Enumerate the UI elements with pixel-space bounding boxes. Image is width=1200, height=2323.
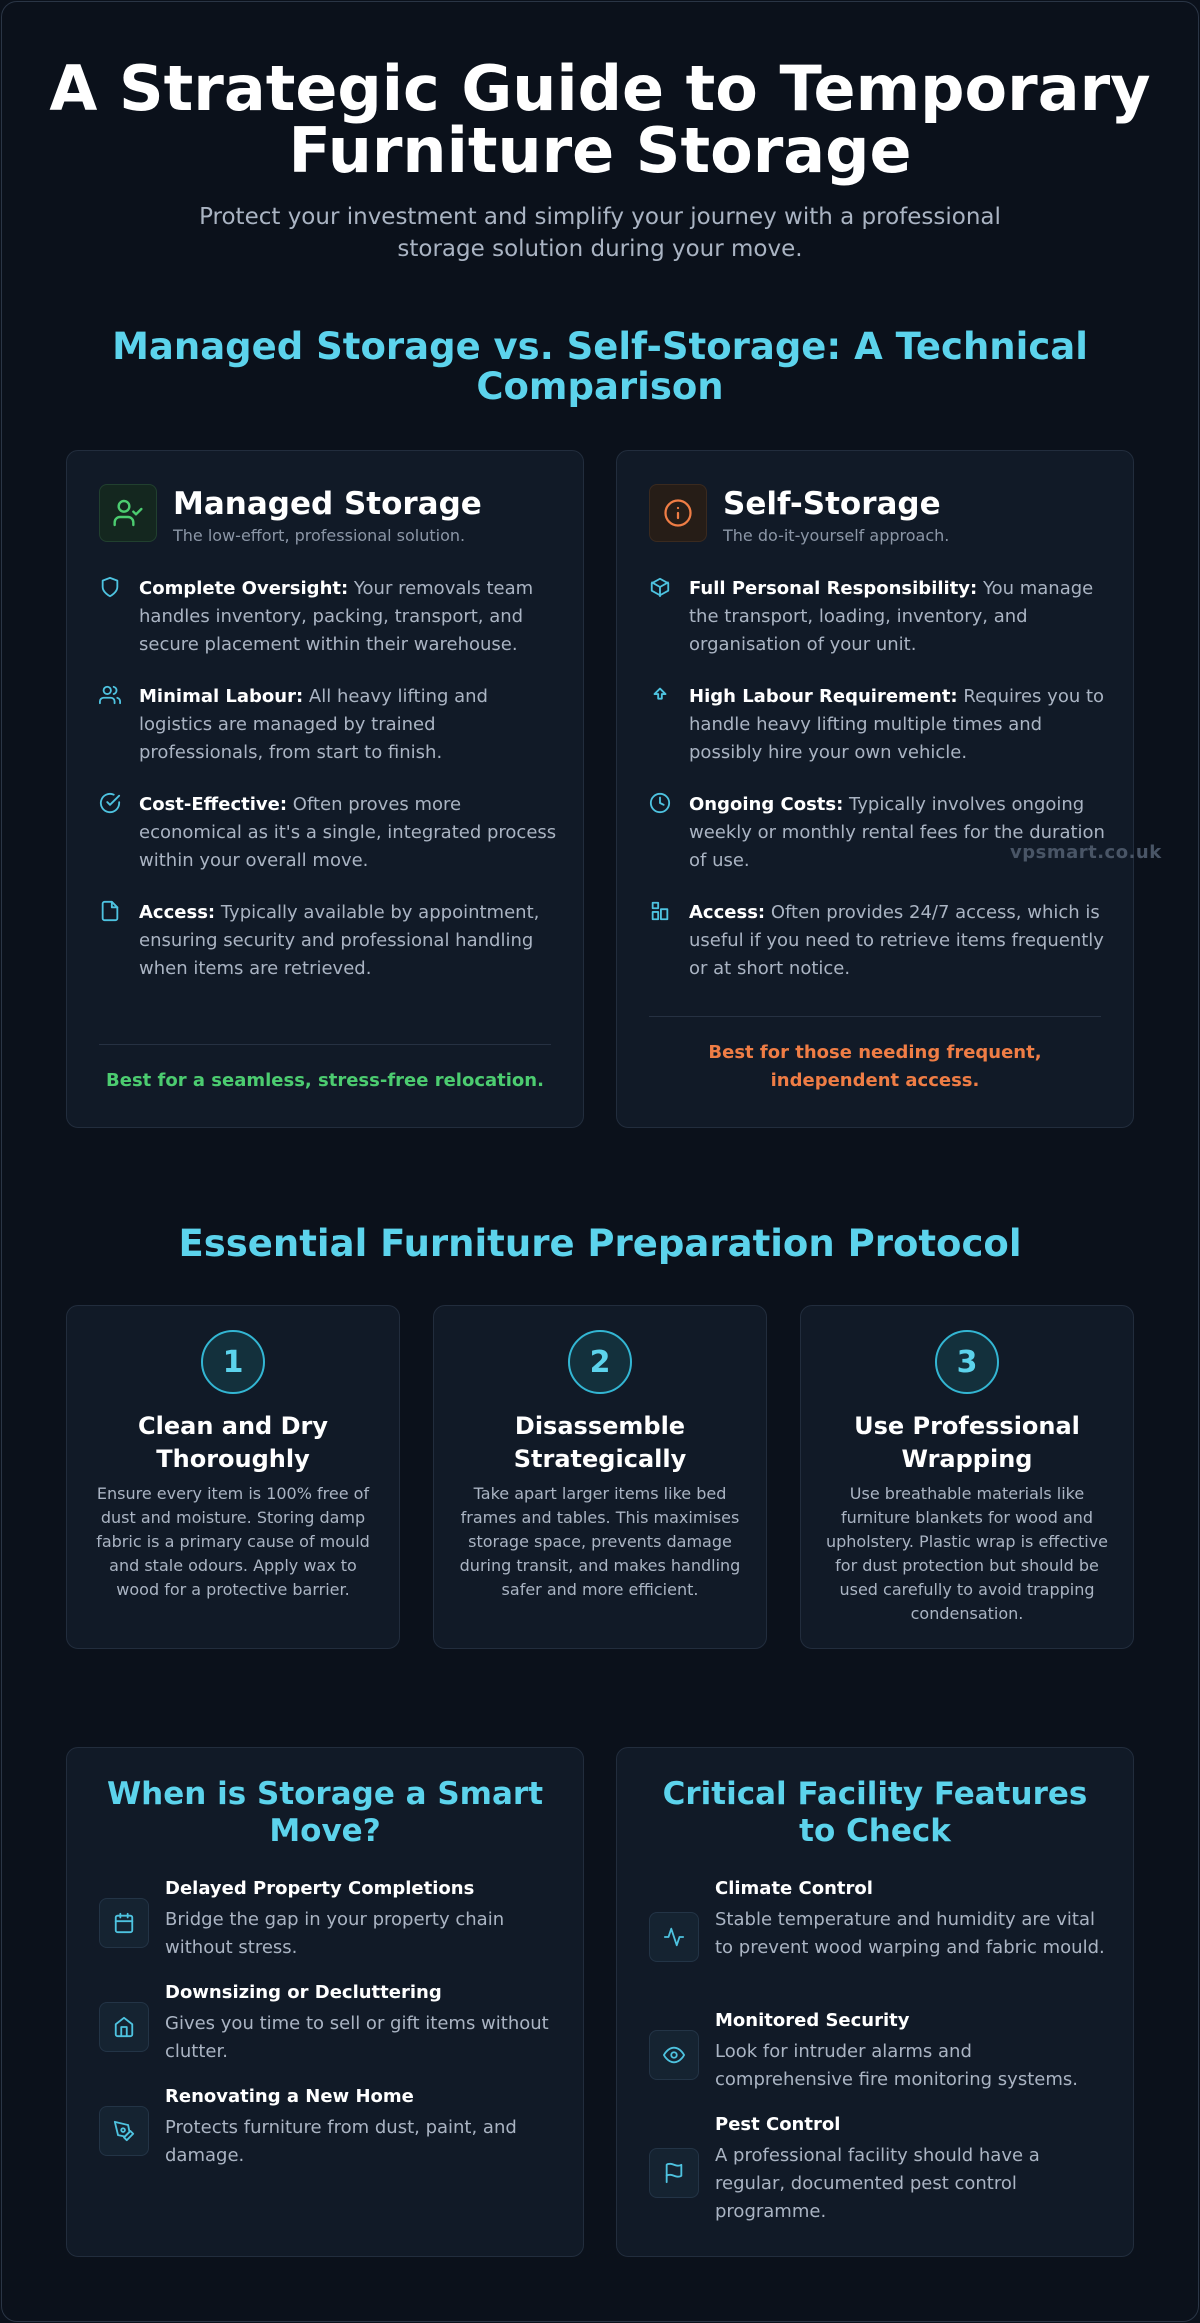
page-title <box>0 52 1200 187</box>
feature-text: Often provides 24/7 access, which is useful if you need to retrieve items frequently or at short notice. <box>689 902 1104 979</box>
managed-feature-text <box>139 791 559 875</box>
box-icon <box>649 576 671 598</box>
feature-text: Typically available by appointment, ensuring security and professional handling when items are retrieved. <box>139 902 540 979</box>
facility-item-heading: Climate Control <box>715 1878 873 1899</box>
self-storage-subtitle: The do-it-yourself approach. <box>723 526 950 545</box>
info-icon <box>649 484 707 542</box>
flag-icon <box>649 2148 699 2198</box>
facility-item-heading: Monitored Security <box>715 2010 910 2031</box>
facility-card <box>616 1747 1134 2257</box>
feature-text: You manage the transport, loading, inventory, and organisation of your unit. <box>689 578 1094 655</box>
eye-icon <box>649 2030 699 2080</box>
check-circle-icon <box>99 792 121 814</box>
step-title-line2: Wrapping <box>901 1445 1033 1473</box>
when-item-heading: Downsizing or Decluttering <box>165 1982 442 2003</box>
comparison-title-line1: Managed Storage vs. Self-Storage: A Technical <box>112 325 1088 368</box>
facility-title-line1: Critical Facility Features <box>662 1776 1088 1812</box>
feature-text: Often proves more economical as it's a single, integrated process within your overall move. <box>139 794 557 871</box>
feature-label: Ongoing Costs: <box>689 794 844 815</box>
activity-icon <box>649 1912 699 1962</box>
when-title-line2: Move? <box>269 1813 381 1849</box>
step-text: Take apart larger items like bed frames and tables. This maximises storage space, prevents damage during transit, and makes handling safer and more efficient. <box>459 1484 741 1599</box>
step-card <box>66 1305 400 1649</box>
self-feature-text <box>689 575 1109 659</box>
self-best-for <box>637 1039 1113 1095</box>
home-icon <box>99 2002 149 2052</box>
self-best-for-line1: Best for those needing frequent, <box>708 1042 1042 1063</box>
when-title <box>97 1776 553 1850</box>
step-title <box>821 1410 1113 1476</box>
feature-text: All heavy lifting and logistics are managed by trained professionals, from start to finish. <box>139 686 488 763</box>
when-item-text: Bridge the gap in your property chain without stress. <box>165 1909 505 1958</box>
when-item-heading: Renovating a New Home <box>165 2086 414 2107</box>
feature-label: Full Personal Responsibility: <box>689 578 978 599</box>
step-title-line1: Use Professional <box>854 1412 1080 1440</box>
feature-label: Complete Oversight: <box>139 578 349 599</box>
facility-item-heading: Pest Control <box>715 2114 841 2135</box>
self-storage-header <box>649 484 1089 544</box>
arrow-up-icon <box>649 684 671 706</box>
facility-title <box>647 1776 1103 1850</box>
watermark: vpsmart.co.uk <box>1010 842 1162 863</box>
when-item-text: Protects furniture from dust, paint, and damage. <box>165 2117 517 2166</box>
page-title-line1: A Strategic Guide to Temporary <box>49 52 1151 125</box>
step-title-line2: Strategically <box>513 1445 687 1473</box>
clock-icon <box>649 792 671 814</box>
step-card <box>800 1305 1134 1649</box>
feature-label: Access: <box>139 902 216 923</box>
managed-storage-header <box>99 484 539 544</box>
step-title-line1: Clean and Dry <box>138 1412 328 1440</box>
user-check-icon <box>99 484 157 542</box>
feature-text: Your removals team handles inventory, packing, transport, and secure placement within their warehouse. <box>139 578 534 655</box>
feature-text: Requires you to handle heavy lifting multiple times and possibly hire your own vehicle. <box>689 686 1105 763</box>
calendar-icon <box>99 1898 149 1948</box>
card-divider <box>99 1044 551 1045</box>
facility-title-line2: to Check <box>799 1813 951 1849</box>
preparation-section-title: Essential Furniture Preparation Protocol <box>178 1222 1022 1265</box>
step-number-badge: 1 <box>201 1330 265 1394</box>
step-title-line1: Disassemble <box>514 1412 686 1440</box>
facility-item-text: Look for intruder alarms and comprehensive fire monitoring systems. <box>715 2041 1078 2090</box>
feature-label: Cost-Effective: <box>139 794 288 815</box>
self-best-for-line2: independent access. <box>770 1070 980 1091</box>
managed-storage-title: Managed Storage <box>173 486 482 522</box>
pen-tool-icon <box>99 2106 149 2156</box>
shield-icon <box>99 576 121 598</box>
managed-storage-card <box>66 450 584 1128</box>
page-subtitle <box>150 201 1050 265</box>
feature-label: Minimal Labour: <box>139 686 304 707</box>
comparison-title-line2: Comparison <box>476 365 724 408</box>
facility-item-text: A professional facility should have a regular, documented pest control programme. <box>715 2145 1040 2222</box>
when-card <box>66 1747 584 2257</box>
card-divider <box>649 1016 1101 1017</box>
feature-label: High Labour Requirement: <box>689 686 958 707</box>
step-number-badge: 2 <box>568 1330 632 1394</box>
self-storage-card <box>616 450 1134 1128</box>
self-feature-text <box>689 683 1109 767</box>
managed-feature-text <box>139 575 559 659</box>
managed-storage-subtitle: The low-effort, professional solution. <box>173 526 466 545</box>
managed-best-for: Best for a seamless, stress-free relocation. <box>106 1070 544 1091</box>
self-feature-text <box>689 899 1109 983</box>
page-subtitle-line1: Protect your investment and simplify your journey with a professional <box>199 204 1001 230</box>
facility-item-text: Stable temperature and humidity are vital to prevent wood warping and fabric mould. <box>715 1909 1105 1958</box>
step-title <box>87 1410 379 1476</box>
comparison-section-title <box>80 327 1120 407</box>
step-number-badge: 3 <box>935 1330 999 1394</box>
managed-feature-text <box>139 899 559 983</box>
page-subtitle-line2: storage solution during your move. <box>397 236 803 262</box>
when-title-line1: When is Storage a Smart <box>106 1776 544 1812</box>
step-text: Ensure every item is 100% free of dust and moisture. Storing damp fabric is a primary cause of mould and stale odours. Apply wax to wood for a protective barrier. <box>96 1484 370 1599</box>
users-icon <box>99 684 121 706</box>
self-storage-title: Self-Storage <box>723 486 941 522</box>
step-text: Use breathable materials like furniture blankets for wood and upholstery. Plastic wrap is effective for dust protection but should be used carefully to avoid trapping condensation. <box>825 1484 1108 1623</box>
managed-feature-text <box>139 683 559 767</box>
when-item-heading: Delayed Property Completions <box>165 1878 475 1899</box>
step-title-line2: Thoroughly <box>156 1445 310 1473</box>
page-title-line2: Furniture Storage <box>288 114 912 187</box>
document-icon <box>99 900 121 922</box>
building-icon <box>649 900 671 922</box>
step-title <box>454 1410 746 1476</box>
step-card <box>433 1305 767 1649</box>
feature-text: Typically involves ongoing weekly or monthly rental fees for the duration of use. <box>689 794 1105 871</box>
feature-label: Access: <box>689 902 766 923</box>
when-item-text: Gives you time to sell or gift items without clutter. <box>165 2013 549 2062</box>
